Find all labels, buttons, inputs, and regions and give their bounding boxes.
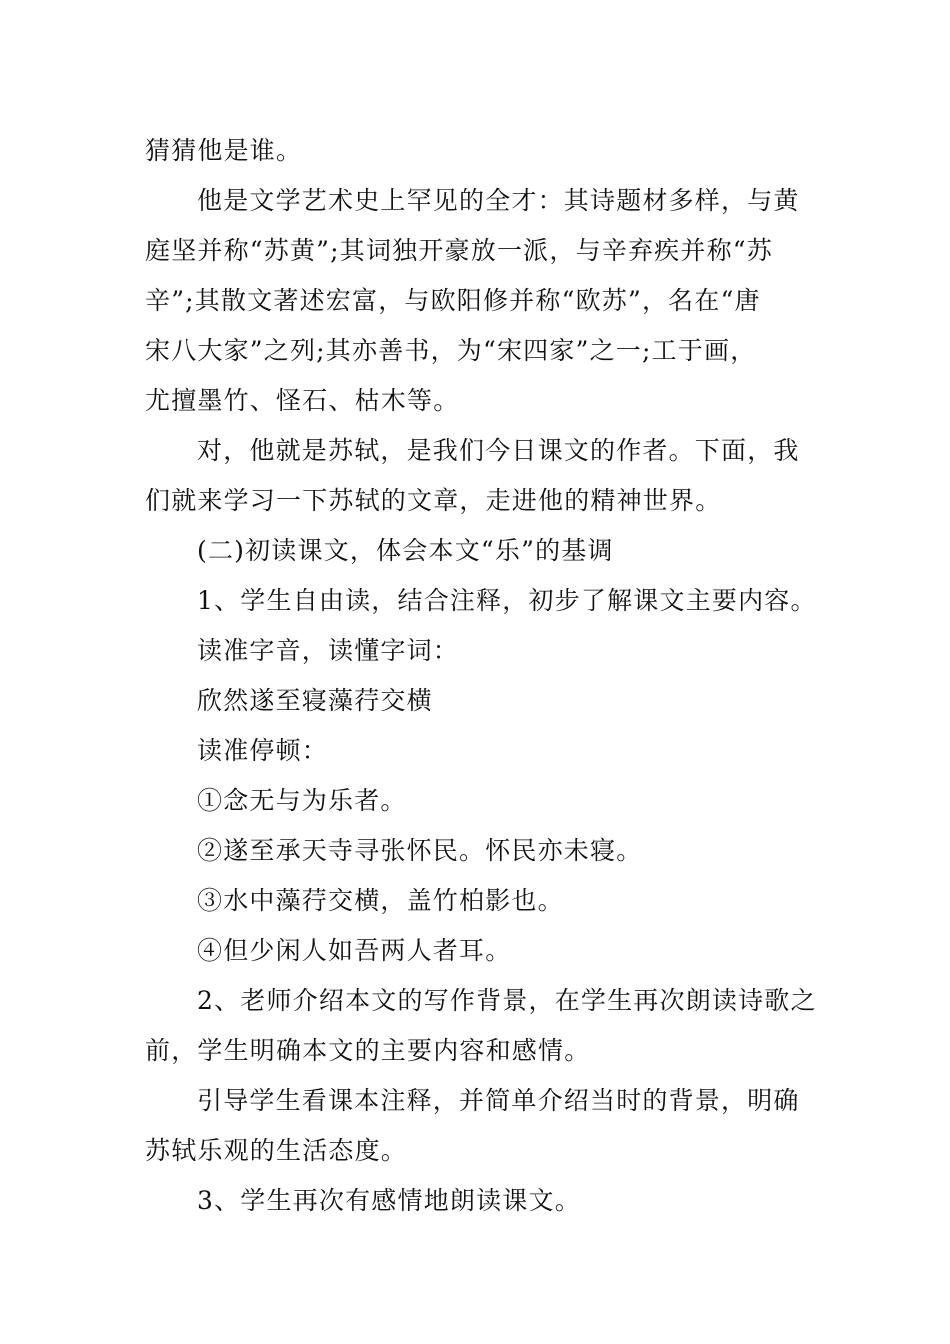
text-line: 他是文学艺术史上罕见的全才：其诗题材多样，与黄	[197, 186, 800, 215]
list-item: ③水中藻荇交横，盖竹柏影也。	[197, 886, 564, 915]
text-line: 引导学生看课本注释，并简单介绍当时的背景，明确	[197, 1086, 800, 1115]
text-line: 猜猜他是谁。	[145, 136, 303, 165]
text-line: 读准字音，读懂字词：	[197, 636, 460, 665]
text-line: 们就来学习一下苏轼的文章，走进他的精神世界。	[145, 486, 722, 515]
list-item: ④但少闲人如吾两人者耳。	[197, 936, 512, 965]
text-line: 宋八大家”之列;其亦善书，为“宋四家”之一;工于画，	[145, 336, 757, 365]
text-line: 对，他就是苏轼，是我们今日课文的作者。下面，我	[197, 436, 800, 465]
text-line: 苏轼乐观的生活态度。	[145, 1136, 408, 1165]
text-line: 读准停顿：	[197, 736, 329, 765]
text-line: 庭坚并称“苏黄”;其词独开豪放一派，与辛弃疾并称“苏	[145, 236, 773, 265]
text-line: 辛”;其散文著述宏富，与欧阳修并称“欧苏”，名在“唐	[145, 286, 761, 315]
text-line: 2、老师介绍本文的写作背景，在学生再次朗读诗歌之	[197, 986, 817, 1015]
text-line: 1、学生自由读，结合注释，初步了解课文主要内容。	[197, 586, 817, 615]
list-item: ②遂至承天寺寻张怀民。怀民亦未寝。	[197, 836, 643, 865]
text-line: 前，学生明确本文的主要内容和感情。	[145, 1036, 591, 1065]
text-line: 尤擅墨竹、怪石、枯木等。	[145, 386, 460, 415]
text-line: 3、学生再次有感情地朗读课文。	[197, 1186, 581, 1215]
section-heading: (二)初读课文，体会本文“乐”的基调	[197, 536, 614, 565]
list-item: ①念无与为乐者。	[197, 786, 407, 815]
vocabulary-line: 欣然遂至寝藻荇交横	[197, 686, 433, 715]
document-body	[145, 126, 815, 1226]
